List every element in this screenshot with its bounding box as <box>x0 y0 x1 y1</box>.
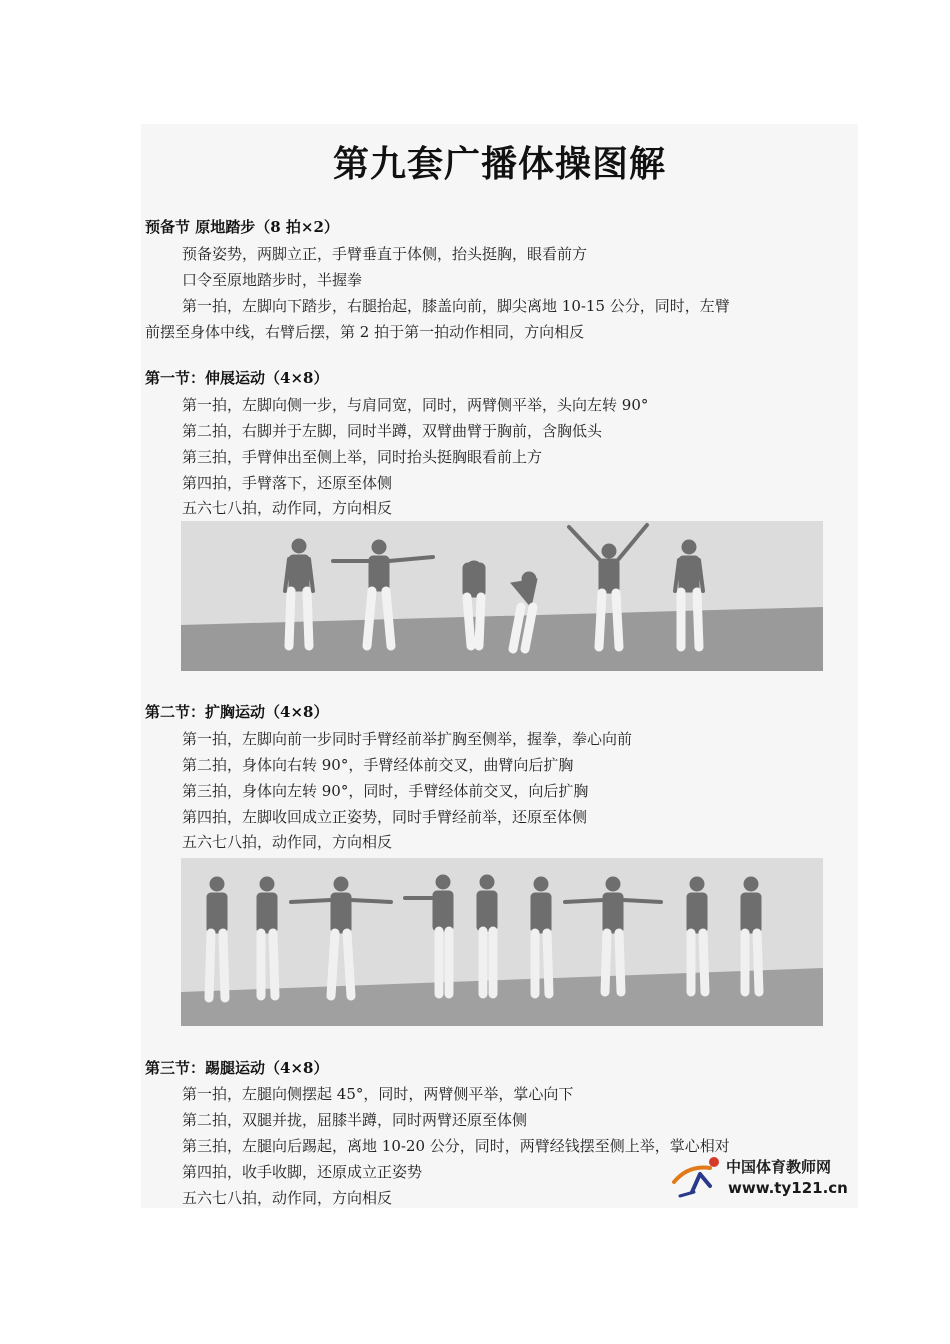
section-line: 第四拍，收手收脚，还原成立正姿势 <box>182 1163 423 1181</box>
section-line: 第一拍，左脚向侧一步，与肩同宽，同时，两臂侧平举，头向左转 90° <box>182 396 649 414</box>
section-line: 第二拍，身体向右转 90°，手臂经体前交叉，曲臂向后扩胸 <box>182 756 574 774</box>
logo-name: 中国体育教师网 <box>726 1158 832 1176</box>
section-line: 第四拍，手臂落下，还原至体侧 <box>182 474 393 492</box>
section-line: 第一拍，左脚向下踏步，右腿抬起，膝盖向前，脚尖离地 10-15 公分，同时，左臂 <box>182 297 730 315</box>
section-line: 第三拍，身体向左转 90°，同时，手臂经体前交叉，向后扩胸 <box>182 782 589 800</box>
exercise-photo-chest <box>181 858 823 1026</box>
section-line: 五六七八拍，动作同，方向相反 <box>182 833 393 851</box>
section-heading-kick: 第三节：踢腿运动（4×8） <box>145 1059 329 1077</box>
section-line: 五六七八拍，动作同，方向相反 <box>182 1189 393 1207</box>
section-line: 第一拍，左腿向侧摆起 45°，同时，两臂侧平举，掌心向下 <box>182 1085 574 1103</box>
page-title: 第九套广播体操图解 <box>332 143 666 185</box>
section-heading-chest: 第二节：扩胸运动（4×8） <box>145 703 329 721</box>
section-line: 五六七八拍，动作同，方向相反 <box>182 499 393 517</box>
section-line: 口令至原地踏步时，半握拳 <box>182 271 363 289</box>
section-heading-prep: 预备节 原地踏步（8 拍×2） <box>145 218 339 236</box>
section-line: 第二拍，右脚并于左脚，同时半蹲，双臂曲臂于胸前，含胸低头 <box>182 422 603 440</box>
section-heading-stretch: 第一节：伸展运动（4×8） <box>145 369 329 387</box>
section-line: 预备姿势，两脚立正，手臂垂直于体侧，抬头挺胸，眼看前方 <box>182 245 588 263</box>
section-line: 第一拍，左脚向前一步同时手臂经前举扩胸至侧举，握拳，拳心向前 <box>182 730 633 748</box>
site-logo <box>670 1152 860 1202</box>
exercise-photo-stretch <box>181 521 823 671</box>
section-line: 前摆至身体中线，右臂后摆，第 2 拍于第一拍动作相同，方向相反 <box>145 323 585 341</box>
section-line: 第四拍，左脚收回成立正姿势，同时手臂经前举，还原至体侧 <box>182 808 588 826</box>
section-line: 第二拍，双腿并拢，屈膝半蹲，同时两臂还原至体侧 <box>182 1111 528 1129</box>
section-line: 第三拍，左腿向后踢起，离地 10-20 公分，同时，两臂经钱摆至侧上举，掌心相对 <box>182 1137 730 1155</box>
runner-logo-icon <box>670 1152 726 1202</box>
logo-url: www.ty121.cn <box>728 1179 848 1197</box>
section-line: 第三拍，手臂伸出至侧上举，同时抬头挺胸眼看前上方 <box>182 448 543 466</box>
